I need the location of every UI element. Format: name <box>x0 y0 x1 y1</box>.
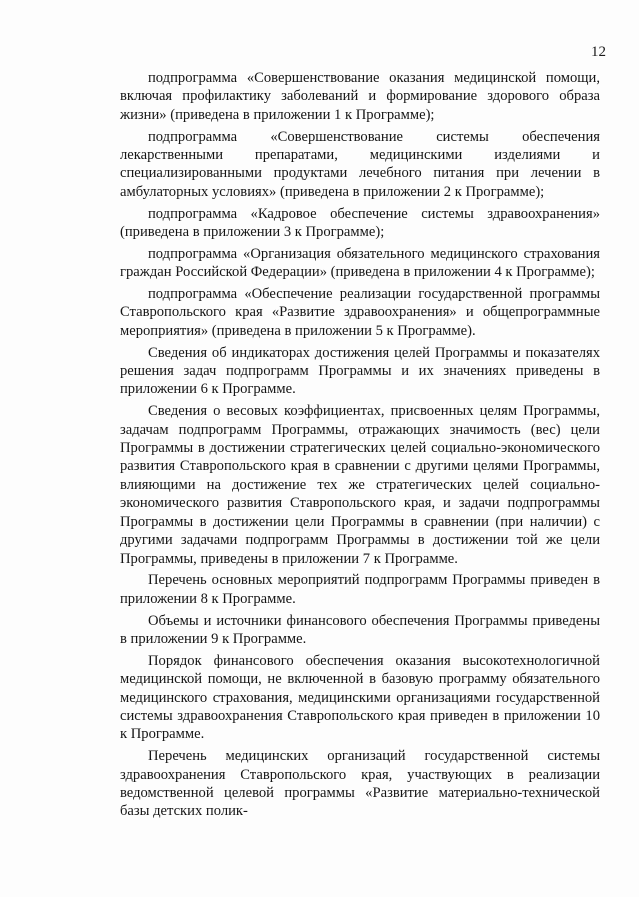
paragraph-subprogram-3: подпрограмма «Кадровое обеспечение системы здравоохранения» (приведена в приложении 3 к Программе); <box>120 205 600 241</box>
paragraph-medical-organizations: Перечень медицинских организаций государственной системы здравоохранения Ставропольского края, участвующих в реализации ведомственной целевой программы «Развитие материально-технической базы детских полик- <box>120 748 600 820</box>
document-body <box>120 69 600 824</box>
paragraph-high-tech-care: Порядок финансового обеспечения оказания высокотехнологичной медицинской помощи, не включенной в базовую программу обязательного медицинского страхования, медицинскими организациями государственной системы здравоохранения Ставропольского края приведен в приложении 10 к Программе. <box>120 652 600 743</box>
paragraph-subprogram-5: подпрограмма «Обеспечение реализации государственной программы Ставропольского края «Развитие здравоохранения» и общепрограммные мероприятия» (приведена в приложении 5 к Программе). <box>120 286 600 339</box>
paragraph-subprogram-4: подпрограмма «Организация обязательного медицинского страхования граждан Российской Федерации» (приведена в приложении 4 к Программе); <box>120 245 600 281</box>
paragraph-main-activities: Перечень основных мероприятий подпрограмм Программы приведен в приложении 8 к Программе. <box>120 572 600 607</box>
page-number: 12 <box>591 44 606 60</box>
paragraph-subprogram-1: подпрограмма «Совершенствование оказания медицинской помощи, включая профилактику заболеваний и формирование здорового образа жизни» (приведена в приложении 1 к Программе); <box>120 70 600 123</box>
paragraph-indicators: Сведения об индикаторах достижения целей Программы и показателях решения задач подпрограмм Программы и их значениях приведены в приложении 6 к Программе. <box>120 344 600 398</box>
paragraph-subprogram-2: подпрограмма «Совершенствование системы обеспечения лекарственными препаратами, медицинскими изделиями и специализированными продуктами лечебного питания при лечении в амбулаторных условиях» (приведена в приложении 2 к Программе); <box>120 128 600 200</box>
paragraph-weight-coefficients: Сведения о весовых коэффициентах, присвоенных целям Программы, задачам подпрограмм Программы, отражающих значимость (вес) цели Программы в достижении стратегических целей социально-экономического развития Ставропольского края в сравнении с другими целями Программы, влияющими на достижение тех же стратегических целей социально-экономического развития Ставропольского края, и задачи подпрограммы Программы в достижении цели Программы в сравнении (при наличии) с другими задачами подпрограмм Программы в достижении той же цели Программы, приведены в приложении 7 к Программе. <box>120 403 600 567</box>
paragraph-financing-sources: Объемы и источники финансового обеспечения Программы приведены в приложении 9 к Программе. <box>120 612 600 647</box>
